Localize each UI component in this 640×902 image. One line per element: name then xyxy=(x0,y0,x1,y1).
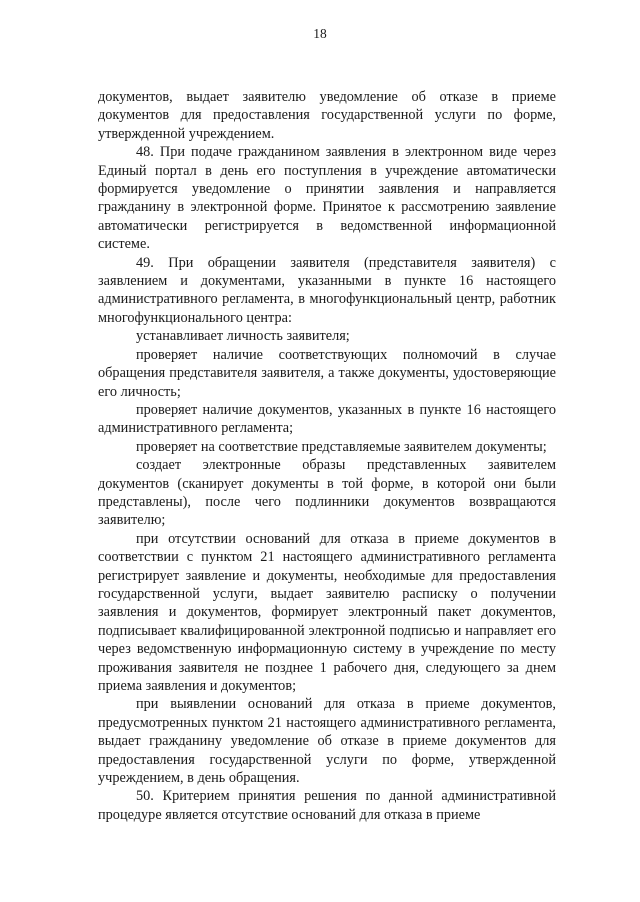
paragraph: проверяет на соответствие представляемые заявителем документы; xyxy=(136,438,547,455)
paragraph: 50. Критерием принятия решения по данной административной процедуре является отсутствие оснований для отказа в приеме xyxy=(98,788,556,823)
paragraph: 49. При обращении заявителя (представителя заявителя) с заявлением и документами, указанными в пункте 16 настоящего административного регламента, в многофункциональный центр, работник многофункционального центра: xyxy=(98,254,556,326)
paragraph: проверяет наличие документов, указанных в пункте 16 настоящего административного регламента; xyxy=(98,401,556,437)
paragraph: при выявлении оснований для отказа в приеме документов, предусмотренных пунктом 21 настоящего административного регламента, выдает гражданину уведомление об отказе в приеме документов для предоставления государственной услуги по форме, утвержденной учреждением, в день обращения. xyxy=(98,696,556,787)
paragraph: документов, выдает заявителю уведомление об отказе в приеме документов для предоставления государственной услуги по форме, утвержденной учреждением. xyxy=(98,89,556,142)
paragraph: при отсутствии оснований для отказа в приеме документов в соответствии с пунктом 21 настоящего административного регламента регистрирует заявление и документы, необходимые для предоставления государственной услуги, выдает заявителю расписку о получении заявления и документов, формирует электронный пакет документов, подписывает квалифицированной электронной подписью и направляет его через ведомственную информационную систему в учреждение по месту проживания заявителя не позднее 1 рабочего дня, следующего за днем приема заявления и документов; xyxy=(98,530,556,694)
document-body xyxy=(98,88,556,824)
paragraph: проверяет наличие соответствующих полномочий в случае обращения представителя заявителя, а также документы, удостоверяющие его личность; xyxy=(98,346,556,400)
paragraph: создает электронные образы представленных заявителем документов (сканирует документы в той форме, в которой они были представлены), после чего подлинники документов возвращаются заявителю; xyxy=(98,457,556,529)
paragraph: 48. При подаче гражданином заявления в электронном виде через Единый портал в день его поступления в учреждение автоматически формируется уведомление о принятии заявления и направляется гражданину в электронной форме. Принятое к рассмотрению заявление автоматически регистрируется в ведомственной информационной системе. xyxy=(98,144,556,253)
paragraph: устанавливает личность заявителя; xyxy=(136,328,350,345)
page-number: 18 xyxy=(313,26,327,41)
